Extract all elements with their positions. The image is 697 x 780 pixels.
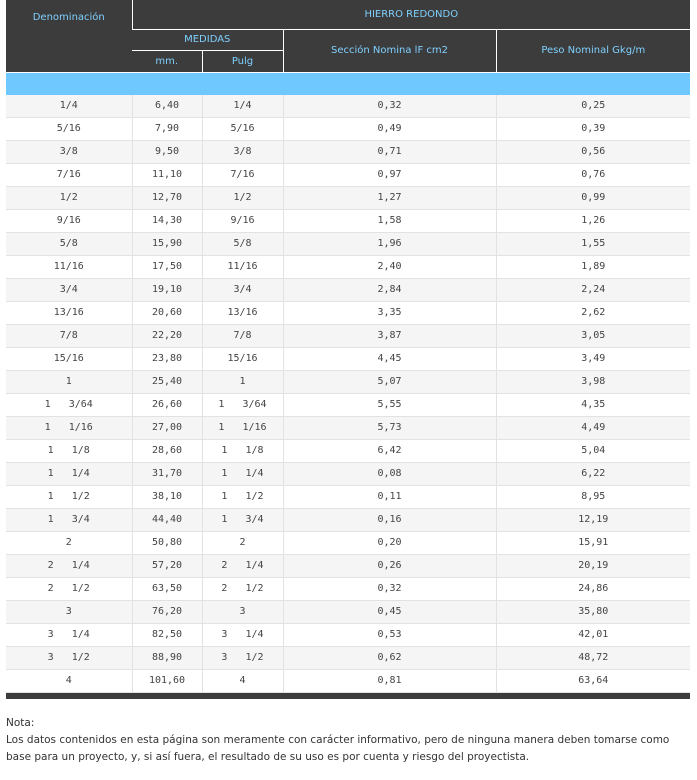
cell-seccion: 5,07	[283, 370, 496, 393]
cell-peso: 0,39	[496, 117, 690, 140]
cell-seccion: 1,58	[283, 209, 496, 232]
cell-seccion: 0,81	[283, 669, 496, 692]
cell-denominacion: 7/8	[6, 324, 132, 347]
header-denominacion: Denominación	[6, 0, 132, 72]
cell-mm: 82,50	[132, 623, 202, 646]
cell-seccion: 5,55	[283, 393, 496, 416]
cell-peso: 42,01	[496, 623, 690, 646]
cell-seccion: 0,08	[283, 462, 496, 485]
cell-pulg: 2 1/4	[202, 554, 283, 577]
cell-seccion: 0,20	[283, 531, 496, 554]
cell-mm: 14,30	[132, 209, 202, 232]
cell-pulg: 3/8	[202, 140, 283, 163]
cell-peso: 0,56	[496, 140, 690, 163]
note-title: Nota:	[6, 717, 35, 729]
cell-seccion: 1,27	[283, 186, 496, 209]
table-row	[6, 278, 690, 301]
note-text: Los datos contenidos en esta página son meramente con carácter informativo, pero de ninguna manera deben tomarse como base para un proyecto, y, si así fuera, el resultado de su uso es por cuenta y riesgo del proyectista.	[6, 734, 670, 763]
table-row	[6, 669, 690, 692]
steel-table-container	[6, 0, 690, 699]
header-hierro-redondo: HIERRO REDONDO	[132, 0, 690, 29]
cell-mm: 50,80	[132, 531, 202, 554]
cell-seccion: 4,45	[283, 347, 496, 370]
table-row	[6, 232, 690, 255]
cell-denominacion: 1 1/4	[6, 462, 132, 485]
cell-mm: 12,70	[132, 186, 202, 209]
cell-peso: 1,55	[496, 232, 690, 255]
cell-seccion: 1,96	[283, 232, 496, 255]
cell-peso: 48,72	[496, 646, 690, 669]
cell-denominacion: 3 1/4	[6, 623, 132, 646]
cell-denominacion: 4	[6, 669, 132, 692]
cell-pulg: 3 1/4	[202, 623, 283, 646]
cell-pulg: 1/2	[202, 186, 283, 209]
cell-denominacion: 11/16	[6, 255, 132, 278]
header-mm: mm.	[132, 50, 202, 72]
table-row	[6, 186, 690, 209]
table-row	[6, 577, 690, 600]
cell-denominacion: 15/16	[6, 347, 132, 370]
cell-mm: 9,50	[132, 140, 202, 163]
cell-pulg: 1 3/4	[202, 508, 283, 531]
table-row	[6, 393, 690, 416]
cell-seccion: 0,32	[283, 577, 496, 600]
cell-mm: 7,90	[132, 117, 202, 140]
cell-seccion: 0,97	[283, 163, 496, 186]
table-row	[6, 646, 690, 669]
cell-seccion: 0,53	[283, 623, 496, 646]
table-row	[6, 623, 690, 646]
cell-pulg: 2	[202, 531, 283, 554]
cell-peso: 1,89	[496, 255, 690, 278]
cell-seccion: 0,32	[283, 95, 496, 118]
table-row	[6, 416, 690, 439]
disclaimer-note	[6, 715, 690, 766]
table-row	[6, 370, 690, 393]
cell-pulg: 1 1/8	[202, 439, 283, 462]
cell-mm: 19,10	[132, 278, 202, 301]
cell-denominacion: 1/4	[6, 95, 132, 118]
cell-denominacion: 3/4	[6, 278, 132, 301]
cell-denominacion: 5/16	[6, 117, 132, 140]
table-bottom-bar	[6, 693, 690, 699]
cell-seccion: 2,84	[283, 278, 496, 301]
cell-peso: 12,19	[496, 508, 690, 531]
cell-denominacion: 1 3/4	[6, 508, 132, 531]
cell-seccion: 0,26	[283, 554, 496, 577]
cell-mm: 57,20	[132, 554, 202, 577]
cell-denominacion: 2	[6, 531, 132, 554]
cell-pulg: 7/8	[202, 324, 283, 347]
header-medidas: MEDIDAS	[132, 29, 283, 50]
cell-pulg: 1/4	[202, 95, 283, 118]
cell-pulg: 3 1/2	[202, 646, 283, 669]
table-row	[6, 439, 690, 462]
cell-denominacion: 1	[6, 370, 132, 393]
cell-peso: 3,98	[496, 370, 690, 393]
cell-peso: 0,25	[496, 95, 690, 118]
cell-peso: 0,99	[496, 186, 690, 209]
cell-seccion: 6,42	[283, 439, 496, 462]
cell-peso: 2,62	[496, 301, 690, 324]
table-row	[6, 462, 690, 485]
table-body	[6, 95, 690, 693]
accent-band	[6, 72, 690, 95]
cell-pulg: 7/16	[202, 163, 283, 186]
hierro-redondo-table	[6, 0, 690, 693]
cell-peso: 5,04	[496, 439, 690, 462]
cell-peso: 3,49	[496, 347, 690, 370]
cell-seccion: 2,40	[283, 255, 496, 278]
cell-denominacion: 1/2	[6, 186, 132, 209]
cell-peso: 4,35	[496, 393, 690, 416]
cell-mm: 15,90	[132, 232, 202, 255]
cell-peso: 8,95	[496, 485, 690, 508]
cell-mm: 20,60	[132, 301, 202, 324]
table-row	[6, 347, 690, 370]
cell-seccion: 0,45	[283, 600, 496, 623]
cell-denominacion: 2 1/4	[6, 554, 132, 577]
cell-peso: 6,22	[496, 462, 690, 485]
table-row	[6, 117, 690, 140]
cell-peso: 2,24	[496, 278, 690, 301]
table-row	[6, 324, 690, 347]
cell-mm: 25,40	[132, 370, 202, 393]
cell-mm: 23,80	[132, 347, 202, 370]
cell-seccion: 5,73	[283, 416, 496, 439]
cell-peso: 1,26	[496, 209, 690, 232]
cell-pulg: 11/16	[202, 255, 283, 278]
cell-seccion: 0,62	[283, 646, 496, 669]
cell-pulg: 5/8	[202, 232, 283, 255]
cell-seccion: 0,71	[283, 140, 496, 163]
cell-denominacion: 1 1/16	[6, 416, 132, 439]
cell-pulg: 9/16	[202, 209, 283, 232]
table-row	[6, 209, 690, 232]
header-peso: Peso Nominal Gkg/m	[496, 29, 690, 72]
cell-peso: 20,19	[496, 554, 690, 577]
cell-mm: 28,60	[132, 439, 202, 462]
cell-pulg: 5/16	[202, 117, 283, 140]
cell-denominacion: 2 1/2	[6, 577, 132, 600]
cell-mm: 76,20	[132, 600, 202, 623]
table-row	[6, 508, 690, 531]
table-row	[6, 95, 690, 118]
cell-pulg: 2 1/2	[202, 577, 283, 600]
cell-seccion: 0,49	[283, 117, 496, 140]
cell-peso: 4,49	[496, 416, 690, 439]
table-row	[6, 163, 690, 186]
cell-denominacion: 3/8	[6, 140, 132, 163]
cell-mm: 22,20	[132, 324, 202, 347]
table-row	[6, 255, 690, 278]
cell-mm: 38,10	[132, 485, 202, 508]
cell-mm: 88,90	[132, 646, 202, 669]
cell-denominacion: 1 1/8	[6, 439, 132, 462]
cell-pulg: 13/16	[202, 301, 283, 324]
cell-peso: 3,05	[496, 324, 690, 347]
cell-pulg: 1 1/16	[202, 416, 283, 439]
cell-pulg: 3/4	[202, 278, 283, 301]
cell-peso: 15,91	[496, 531, 690, 554]
table-row	[6, 140, 690, 163]
table-row	[6, 301, 690, 324]
cell-pulg: 1	[202, 370, 283, 393]
cell-peso: 35,80	[496, 600, 690, 623]
cell-seccion: 3,35	[283, 301, 496, 324]
cell-seccion: 0,11	[283, 485, 496, 508]
cell-denominacion: 13/16	[6, 301, 132, 324]
cell-denominacion: 1 1/2	[6, 485, 132, 508]
cell-mm: 44,40	[132, 508, 202, 531]
cell-denominacion: 7/16	[6, 163, 132, 186]
cell-mm: 63,50	[132, 577, 202, 600]
cell-denominacion: 9/16	[6, 209, 132, 232]
cell-peso: 63,64	[496, 669, 690, 692]
cell-pulg: 1 1/4	[202, 462, 283, 485]
cell-pulg: 1 1/2	[202, 485, 283, 508]
cell-denominacion: 3 1/2	[6, 646, 132, 669]
cell-mm: 27,00	[132, 416, 202, 439]
table-row	[6, 600, 690, 623]
cell-peso: 24,86	[496, 577, 690, 600]
table-row	[6, 531, 690, 554]
cell-denominacion: 1 3/64	[6, 393, 132, 416]
cell-pulg: 15/16	[202, 347, 283, 370]
cell-denominacion: 3	[6, 600, 132, 623]
cell-mm: 6,40	[132, 95, 202, 118]
cell-mm: 101,60	[132, 669, 202, 692]
cell-pulg: 4	[202, 669, 283, 692]
table-row	[6, 485, 690, 508]
cell-pulg: 1 3/64	[202, 393, 283, 416]
cell-seccion: 3,87	[283, 324, 496, 347]
header-seccion: Sección Nomina lF cm2	[283, 29, 496, 72]
cell-seccion: 0,16	[283, 508, 496, 531]
table-row	[6, 554, 690, 577]
cell-mm: 26,60	[132, 393, 202, 416]
cell-mm: 17,50	[132, 255, 202, 278]
cell-pulg: 3	[202, 600, 283, 623]
cell-mm: 31,70	[132, 462, 202, 485]
cell-peso: 0,76	[496, 163, 690, 186]
cell-denominacion: 5/8	[6, 232, 132, 255]
cell-mm: 11,10	[132, 163, 202, 186]
header-pulg: Pulg	[202, 50, 283, 72]
